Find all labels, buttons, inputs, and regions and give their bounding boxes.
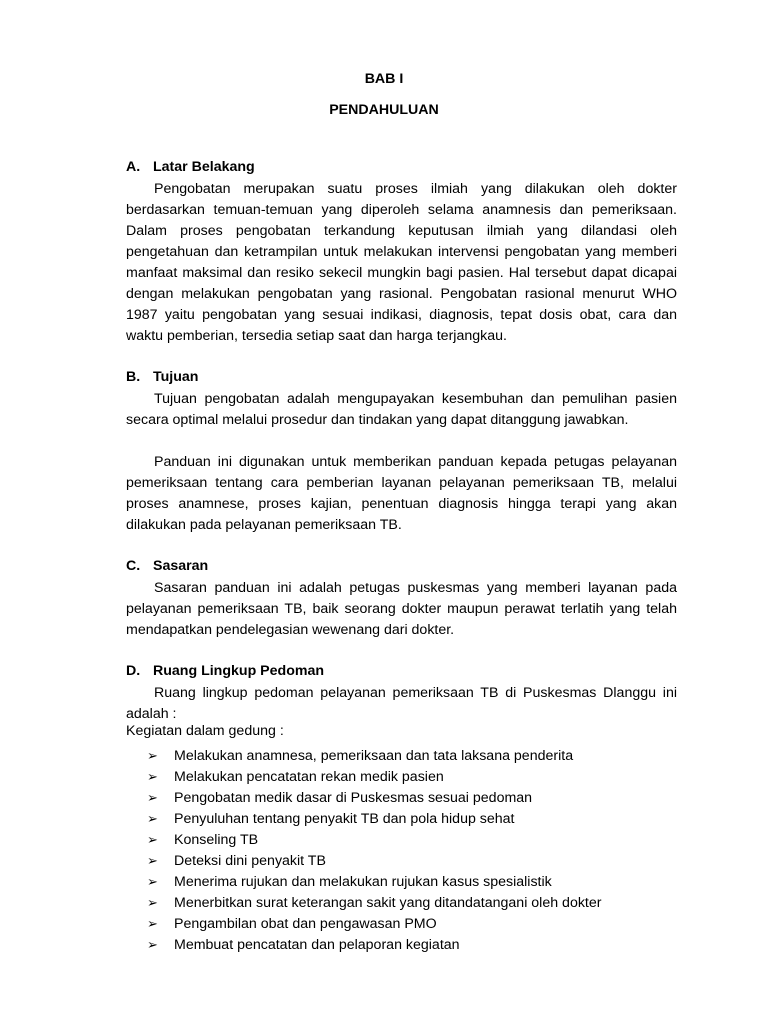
list-item: ➢ Pengobatan medik dasar di Puskesmas sesuai pedoman bbox=[147, 787, 601, 808]
section-b-letter: B. bbox=[126, 369, 141, 385]
section-a-heading bbox=[126, 159, 255, 175]
section-b-title: Tujuan bbox=[153, 369, 199, 385]
arrow-bullet-icon: ➢ bbox=[147, 937, 158, 952]
section-d-paragraph-1: Ruang lingkup pedoman pelayanan pemeriksaan TB di Puskesmas Dlanggu ini adalah : bbox=[126, 685, 677, 722]
arrow-bullet-icon: ➢ bbox=[147, 790, 158, 805]
arrow-bullet-icon: ➢ bbox=[147, 853, 158, 868]
section-d-sublabel: Kegiatan dalam gedung : bbox=[126, 723, 284, 739]
arrow-bullet-icon: ➢ bbox=[147, 895, 158, 910]
list-item: ➢ Melakukan anamnesa, pemeriksaan dan tata laksana penderita bbox=[147, 745, 601, 766]
section-c-letter: C. bbox=[126, 558, 141, 574]
list-item: ➢ Membuat pencatatan dan pelaporan kegiatan bbox=[147, 934, 601, 955]
section-b-heading bbox=[126, 369, 198, 385]
list-item: ➢ Pengambilan obat dan pengawasan PMO bbox=[147, 913, 601, 934]
activity-list bbox=[147, 745, 601, 955]
list-item: ➢ Penyuluhan tentang penyakit TB dan pola hidup sehat bbox=[147, 808, 601, 829]
section-c-title: Sasaran bbox=[153, 558, 209, 574]
list-item: ➢ Deteksi dini penyakit TB bbox=[147, 850, 601, 871]
arrow-bullet-icon: ➢ bbox=[147, 811, 158, 826]
arrow-bullet-icon: ➢ bbox=[147, 748, 158, 763]
section-b-paragraph-1: Tujuan pengobatan adalah mengupayakan kesembuhan dan pemulihan pasien secara optimal melalui prosedur dan tindakan yang dapat ditanggung jawabkan. bbox=[126, 391, 677, 428]
section-c-paragraph-1: Sasaran panduan ini adalah petugas puskesmas yang memberi layanan pada pelayanan pemeriksaan TB, baik seorang dokter maupun perawat terlatih yang telah mendapatkan pendelegasian wewenang dari dokter. bbox=[126, 580, 677, 638]
section-d-heading bbox=[126, 663, 324, 679]
section-d-title: Ruang Lingkup Pedoman bbox=[153, 663, 325, 679]
chapter-number: BAB I bbox=[364, 71, 404, 87]
section-a-paragraph-1: Pengobatan merupakan suatu proses ilmiah yang dilakukan oleh dokter berdasarkan temuan-temuan yang diperoleh selama anamnesis dan pemeriksaan. Dalam proses pengobatan terkandung keputusan ilmiah yang dilandasi oleh pengetahuan dan ketrampilan untuk melakukan intervensi pengobatan yang memberi manfaat maksimal dan resiko sekecil mungkin bagi pasien. Hal tersebut dapat dicapai dengan melakukan pengobatan yang rasional. Pengobatan rasional menurut WHO 1987 yaitu pengobatan yang sesuai indikasi, diagnosis, tepat dosis obat, cara dan waktu pemberian, tersedia setiap saat dan harga terjangkau. bbox=[126, 181, 677, 344]
list-item: ➢ Menerbitkan surat keterangan sakit yang ditandatangani oleh dokter bbox=[147, 892, 601, 913]
chapter-title: PENDAHULUAN bbox=[329, 102, 439, 118]
arrow-bullet-icon: ➢ bbox=[147, 874, 158, 889]
arrow-bullet-icon: ➢ bbox=[147, 769, 158, 784]
section-a-letter: A. bbox=[126, 159, 141, 175]
section-d-letter: D. bbox=[126, 663, 141, 679]
list-item: ➢ Melakukan pencatatan rekan medik pasien bbox=[147, 766, 601, 787]
list-item: ➢ Konseling TB bbox=[147, 829, 601, 850]
section-a-title: Latar Belakang bbox=[153, 159, 255, 175]
section-b-paragraph-2: Panduan ini digunakan untuk memberikan panduan kepada petugas pelayanan pemeriksaan tentang cara pemberian layanan pelayanan pemeriksaan TB, melalui proses anamnese, proses kajian, penentuan diagnosis hingga terapi yang akan dilakukan pada pelayanan pemeriksaan TB. bbox=[126, 454, 677, 533]
section-c-heading bbox=[126, 558, 208, 574]
arrow-bullet-icon: ➢ bbox=[147, 832, 158, 847]
arrow-bullet-icon: ➢ bbox=[147, 916, 158, 931]
list-item: ➢ Menerima rujukan dan melakukan rujukan kasus spesialistik bbox=[147, 871, 601, 892]
